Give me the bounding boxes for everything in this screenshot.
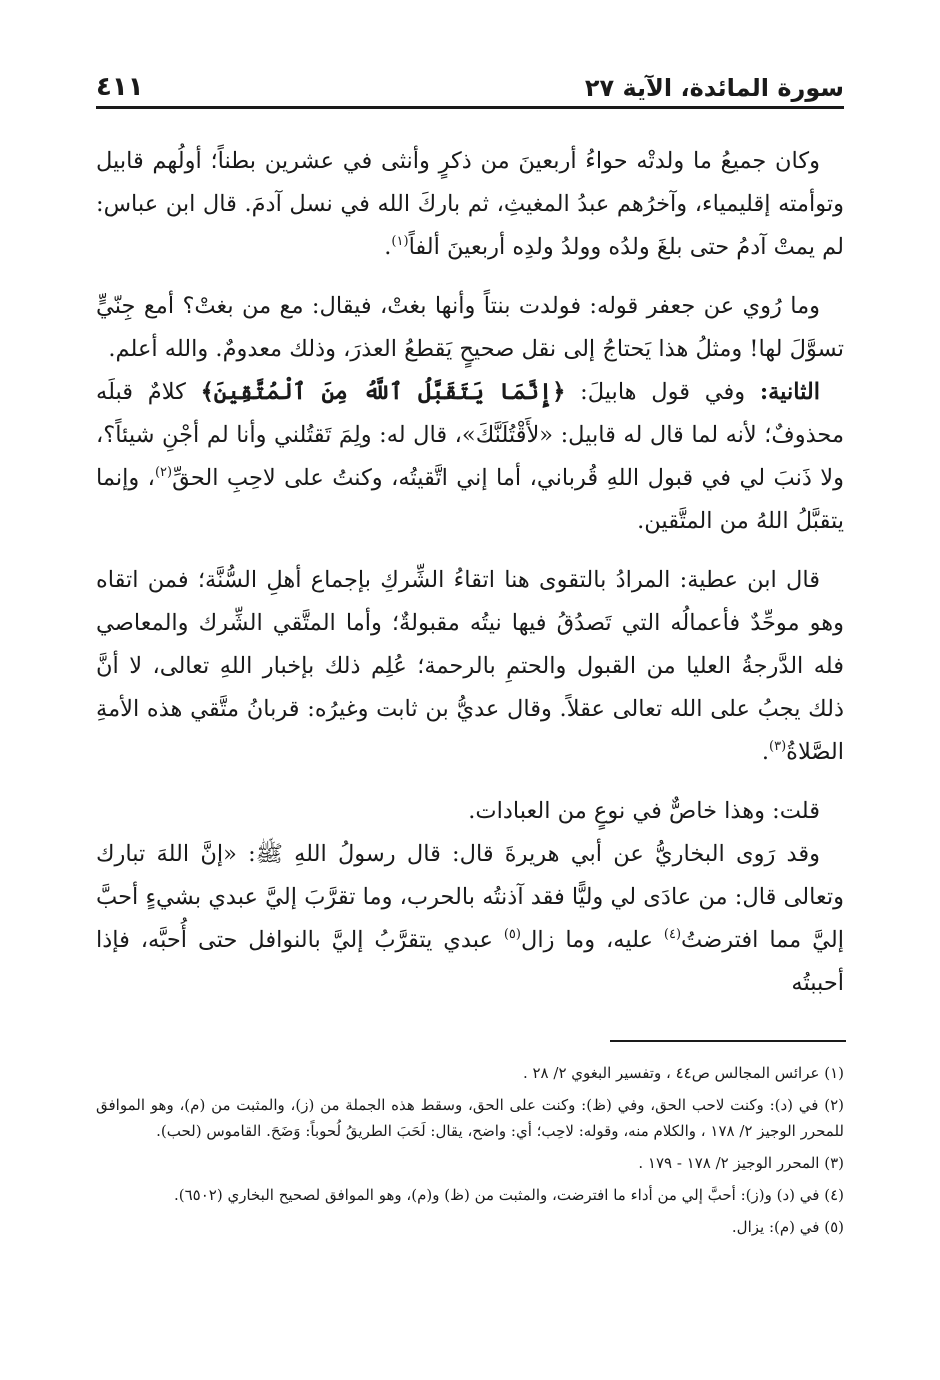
footnote-5: (٥) في (م): يزال. [731,1218,844,1236]
paragraph-4: قال ابن عطية: المرادُ بالتقوى هنا اتقاءُ الشِّركِ بإجماع أهلِ السُّنَّة؛ فمن اتقاه وهو موحِّدٌ فأعمالُه التي تَصدُقُ فيها نيتُه مقبولةٌ؛ وأما المتَّقي الشِّرك والمعاصي فله الدَّرجةُ العليا من القبول والحتمِ بالرحمة؛ عُلِم ذلك بإخبار اللهِ تعالى، لا أنَّ ذلك يجبُ على الله تعالى عقلاً. وقال عديُّ بن ثابت وغيرُه: قربانُ متَّقي هذه الأمةِ الصَّلاةُ$^{(٣)}$. [96,567,844,765]
footnote-ref-2[interactable]: (٢) [154,465,173,480]
paragraph-6: وقد رَوى البخاريُّ عن أبي هريرةَ قال: قال رسولُ اللهِ ﷺ: «إنَّ اللهَ تبارك وتعالى قال: من عادَى لي وليًّا فقد آذنتُه بالحرب، وما تقرَّبَ إليَّ عبدي بشيءٍ أحبَّ إليَّ مما افترضتُ$^{(٤)}$ عليه، وما زال$^{(٥)}$ عبدي يتقرَّبُ إليَّ بالنوافل حتى أُحبَّه، فإذا أحببتُه [96,841,844,996]
main-text [96,140,844,1005]
running-title: سورة المائدة، الآية ٢٧ [584,74,844,102]
footnote-divider [610,1040,846,1042]
footnote-4: (٤) في (د) و(ز): أحبَّ إلي من أداء ما افترضت، والمثبت من (ظ) و(م)، وهو الموافق لصحيح البخاري (٦٥٠٢). [173,1186,844,1204]
paragraph-3: الثانية: وفي قول هابيلَ: ﴿إِنَّمَا يَتَقَبَّلُ ٱللَّهُ مِنَ ٱلْمُتَّقِينَ﴾ كلامٌ قبلَه محذوفٌ؛ لأنه لما قال له قابيل: «لأَقْتُلَنَّكَ»، قال له: ولِمَ تَقتُلني وأنا لم أجْنِ شيئاً؟، ولا ذَنبَ لي في قبول اللهِ قُرباني، أما إني اتَّقيتُه، وكنتُ على لاحِبِ الحقِّ$^{(٢)}$، وإنما يتقبَّلُ اللهُ من المتَّقين. [96,379,845,534]
footnote-2: (٢) في (د): وكنت لاحب الحق، وفي (ظ): وكنت على الحق، وسقط هذه الجملة من (ز)، والمثبت من (م)، وهو الموافق للمحرر الوجيز ٢/ ١٧٨ ، والكلام منه، وقوله: لاحِب؛ أي: واضح، يقال: لَحَبَ الطريقُ لُحوباً: وَضَحَ. القاموس (لحب). [96,1096,844,1140]
footnote-3: (٣) المحرر الوجيز ٢/ ١٧٨ - ١٧٩ . [638,1154,844,1172]
footnote-1: (١) عرائس المجالس ص٤٤ ، وتفسير البغوي ٢/ ٢٨ . [522,1064,844,1082]
quran-verse: ﴿إِنَّمَا يَتَقَبَّلُ ٱللَّهُ مِنَ ٱلْمُتَّقِينَ﴾ [200,379,566,405]
section-lead: الثانية: [759,379,820,405]
footnote-ref-5[interactable]: (٥) [503,927,521,942]
page-number: ٤١١ [96,72,144,102]
footnote-ref-3[interactable]: (٣) [769,739,787,754]
paragraph-1: وكان جميعُ ما ولدتْه حواءُ أربعينَ من ذكرٍ وأنثى في عشرين بطناً؛ أولُهم قابيل وتوأمته إقليمياء، وآخرُهم عبدُ المغيثِ، ثم باركَ الله في نسل آدمَ. قال ابن عباس: لم يمتْ آدمُ حتى بلغَ ولدُه وولدُ ولدِه أربعينَ ألفاً$^{(١)}$. [96,148,844,260]
page-header [96,62,844,109]
footnote-ref-1[interactable]: (١) [391,234,409,249]
paragraph-5: قلت: وهذا خاصٌّ في نوعٍ من العبادات. [468,798,820,824]
footnotes [96,1060,844,1246]
paragraph-2: وما رُوي عن جعفر قوله: فولدت بنتاً وأنها بغتْ، فيقال: مع من بغتْ؟ أمع جِنّيٍّ تسوَّلَ لها! ومثلُ هذا يَحتاجُ إلى نقل صحيحٍ يَقطعُ العذرَ، وذلك معدومٌ. والله أعلم. [96,293,844,362]
footnote-ref-4[interactable]: (٤) [663,927,682,942]
